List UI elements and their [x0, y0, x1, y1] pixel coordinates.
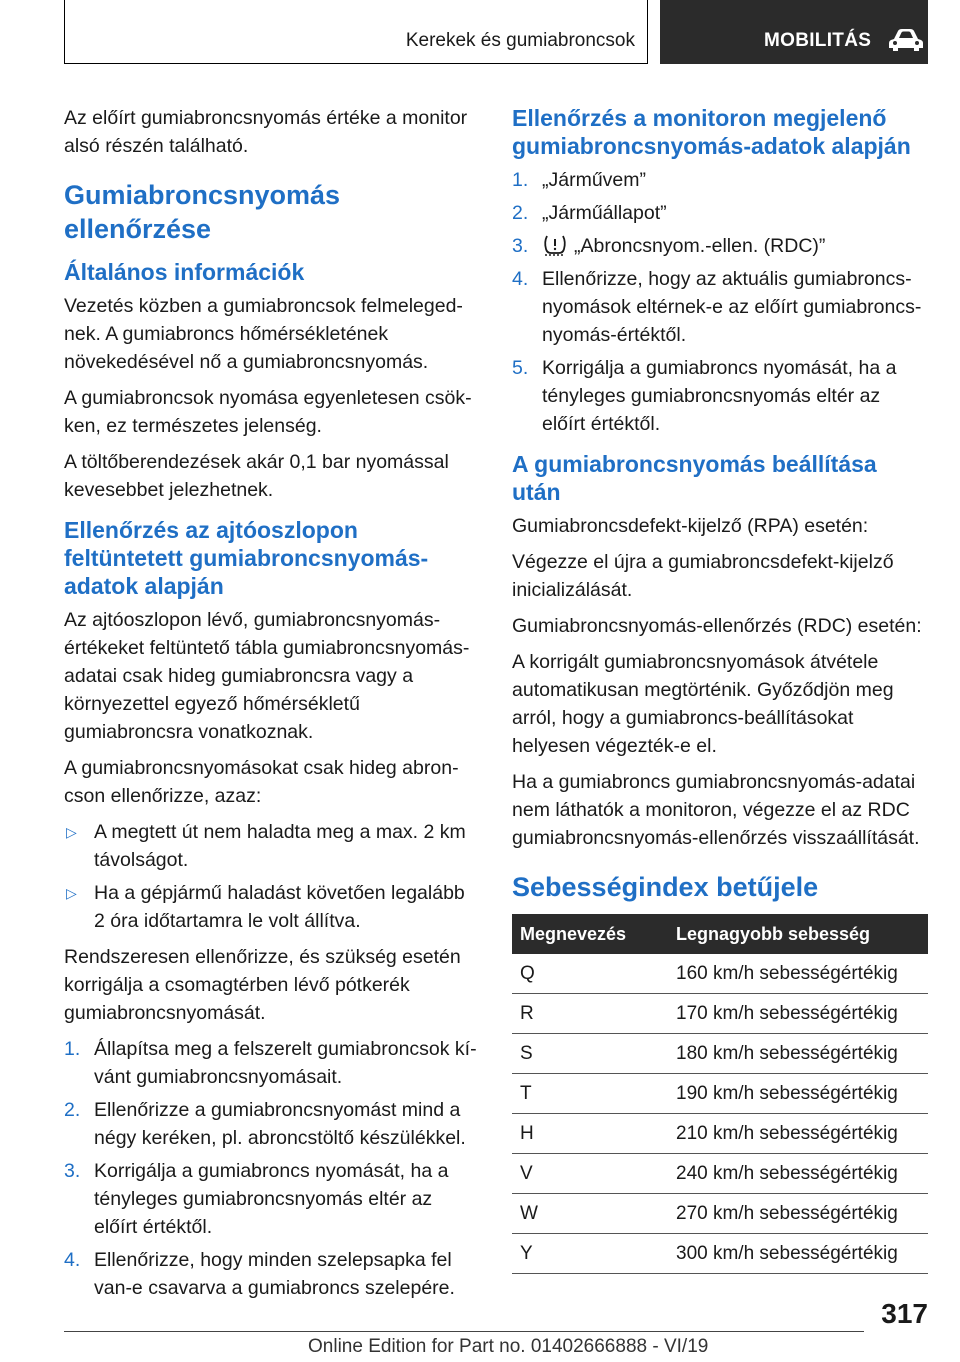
step-list [64, 1035, 480, 1302]
paragraph: Gumiabroncsnyomás-ellenőrzés (RDC) esetén: [512, 615, 922, 637]
right-column [512, 104, 928, 1274]
column-header-max-speed: Legnagyobb sebesség [668, 914, 928, 954]
header-tab-label: MOBILITÁS [764, 30, 872, 51]
list-item: 5. Korrigálja a gumiabroncs nyomását, ha a tényleges gumiabroncsnyomás eltér az előírt értéktől. [512, 357, 897, 435]
heading-monitor-check: Ellenőrzés a monitoron megjelenő gumiabroncsnyomás-adatok alapján [512, 105, 911, 159]
page-number: 317 [881, 1298, 928, 1329]
tire-pressure-warning-icon [542, 234, 568, 256]
table-row: W 270 km/h sebességértékig [512, 1194, 928, 1234]
paragraph: A töltőberendezések akár 0,1 bar nyomással kevesebbet jelezhetnek. [64, 451, 449, 501]
header-section-title: Kerekek és gumiabroncsok [405, 30, 635, 51]
header-section-box [64, 0, 648, 64]
footer-edition-text: Online Edition for Part no. 01402666888 - VI/19 [308, 1336, 709, 1357]
table-row: R 170 km/h sebességértékig [512, 994, 928, 1034]
paragraph: A korrigált gumiabroncsnyomások átvétele automatikusan megtörténik. Győződjön meg arról, hogy a gumiabroncs-beállításokat helyesen végezték-e el. [512, 651, 894, 757]
table-row: Y 300 km/h sebességértékig [512, 1234, 928, 1274]
table-row: S 180 km/h sebességértékig [512, 1034, 928, 1074]
heading-speed-index: Sebességindex betűjele [512, 872, 819, 902]
header-tab [660, 0, 928, 64]
table-row: T 190 km/h sebességértékig [512, 1074, 928, 1114]
table-row: Q 160 km/h sebességértékig [512, 954, 928, 994]
paragraph: Az ajtóoszlopon lévő, gumiabroncsnyomás-értékeket feltüntető tábla gumiabroncsnyomás-adatai csak hideg gumiabroncsra vagy a környezettel egyező hőmérsékletű gumiabroncsra vonatkoznak. [64, 609, 470, 743]
table-row: V 240 km/h sebességértékig [512, 1154, 928, 1194]
heading-door-pillar-check: Ellenőrzés az ajtóoszlopon feltüntetett gumiabroncsnyomás-adatok alapján [64, 517, 429, 599]
list-item: 3. „Abroncsnyom.-ellen. (RDC)” [512, 235, 826, 257]
list-item: 1. „Járművem” [512, 169, 647, 191]
column-header-designation: Megnevezés [512, 914, 668, 954]
bullet-list [64, 818, 480, 935]
heading-tire-pressure-check: Gumiabroncsnyomás ellenőrzése [64, 180, 341, 244]
intro-paragraph: Az előírt gumiabroncsnyomás értéke a monitor alsó részén található. [64, 107, 468, 157]
paragraph: Vezetés közben a gumiabroncsok felmelegednek. A gumiabroncs hőmérsékletének növekedésével nő a gumiabroncsnyomás. [64, 295, 463, 373]
paragraph: Rendszeresen ellenőrizze, és szükség esetén korrigálja a csomagtérben lévő pótkerék gumiabroncsnyomását. [64, 946, 461, 1024]
list-item: 4. Ellenőrizze, hogy az aktuális gumiabroncsnyomások eltérnek-e az előírt gumiabroncsnyomás-értéktől. [512, 268, 922, 346]
heading-general-info: Általános információk [64, 259, 305, 285]
paragraph: A gumiabroncsok nyomása egyenletesen csökken, ez természetes jelenség. [64, 387, 472, 437]
triangle-bullet-icon: ▷ [66, 885, 77, 901]
paragraph: Ha a gumiabroncs gumiabroncsnyomás-adatai nem láthatók a monitoron, végezze el az RDC gumiabroncsnyomás-ellenőrzés visszaállítását. [512, 771, 920, 849]
footer-divider [64, 1331, 864, 1332]
list-item: 1. Állapítsa meg a felszerelt gumiabroncsok kívánt gumiabroncsnyomásait. [64, 1038, 477, 1088]
paragraph: A gumiabroncsnyomásokat csak hideg abroncson ellenőrizze, azaz: [64, 757, 459, 807]
list-item: ▷ Ha a gépjármű haladást követően legalább 2 óra időtartamra le volt állítva. [64, 879, 480, 935]
step-list [512, 166, 928, 438]
list-item: 3. Korrigálja a gumiabroncs nyomását, ha a tényleges gumiabroncsnyomás eltér az előírt értéktől. [64, 1160, 449, 1238]
table-header-row [512, 914, 928, 954]
table-row: H 210 km/h sebességértékig [512, 1114, 928, 1154]
heading-after-adjust: A gumiabroncsnyomás beállítása után [512, 451, 877, 505]
list-item: 4. Ellenőrizze, hogy minden szelepsapka fel van-e csavarva a gumiabroncs szelepére. [64, 1249, 455, 1299]
car-icon [888, 28, 924, 52]
speed-index-table [512, 914, 928, 1274]
triangle-bullet-icon: ▷ [66, 824, 77, 840]
list-item: 2. „Járműállapot” [512, 202, 667, 224]
list-item: 2. Ellenőrizze a gumiabroncsnyomást mind a négy keréken, pl. abroncstöltő készülékkel. [64, 1099, 466, 1149]
list-item: ▷ A megtett út nem haladta meg a max. 2 km távolságot. [64, 818, 480, 874]
paragraph: Végezze el újra a gumiabroncsdefekt-kijelző inicializálását. [512, 551, 894, 601]
paragraph: Gumiabroncsdefekt-kijelző (RPA) esetén: [512, 515, 869, 537]
left-column [64, 104, 480, 1310]
